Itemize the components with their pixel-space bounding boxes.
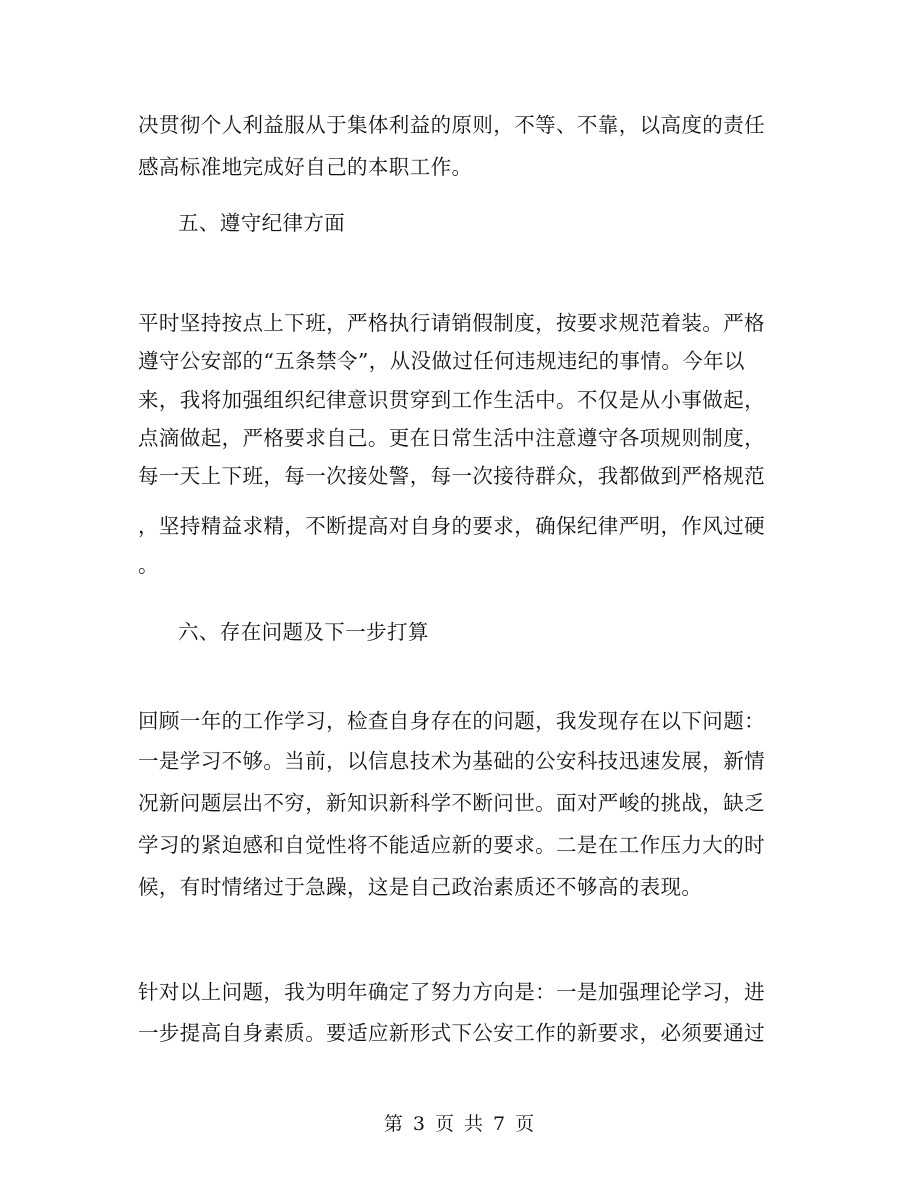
paragraph-line: 。 xyxy=(138,553,159,577)
paragraph-line: 一步提高自身素质。要适应新形式下公安工作的新要求，必须要通过 xyxy=(138,1021,765,1045)
section-heading: 五、遵守纪律方面 xyxy=(178,211,346,235)
paragraph-line: 学习的紧迫感和自觉性将不能适应新的要求。二是在工作压力大的时 xyxy=(138,833,765,857)
paragraph-line: 回顾一年的工作学习，检查自身存在的问题，我发现存在以下问题： xyxy=(138,709,765,733)
paragraph-line: 候，有时情绪过于急躁，这是自己政治素质还不够高的表现。 xyxy=(138,875,703,899)
paragraph-line: ，坚持精益求精，不断提高对自身的要求，确保纪律严明，作风过硬 xyxy=(138,514,765,538)
paragraph-line: 决贯彻个人利益服从于集体利益的原则，不等、不靠，以高度的责任 xyxy=(138,113,765,137)
paragraph-line: 况新问题层出不穷，新知识新科学不断问世。面对严峻的挑战，缺乏 xyxy=(138,791,765,815)
paragraph-line: 平时坚持按点上下班，严格执行请销假制度，按要求规范着装。严格 xyxy=(138,311,765,335)
paragraph-line: 点滴做起，严格要求自己。更在日常生活中注意遵守各项规则制度， xyxy=(138,426,765,450)
paragraph-line: 一是学习不够。当前，以信息技术为基础的公安科技迅速发展，新情 xyxy=(138,749,765,773)
paragraph-line: 每一天上下班，每一次接处警，每一次接待群众，我都做到严格规范 xyxy=(138,464,765,488)
page-footer: 第 3 页 共 7 页 xyxy=(383,1113,537,1135)
paragraph-line: 来，我将加强组织纪律意识贯穿到工作生活中。不仅是从小事做起， xyxy=(138,388,765,412)
paragraph-line: 感高标准地完成好自己的本职工作。 xyxy=(138,155,473,179)
paragraph-line: 针对以上问题，我为明年确定了努力方向是：一是加强理论学习，进 xyxy=(138,980,765,1004)
paragraph-line: 遵守公安部的“五条禁令”，从没做过任何违规违纪的事情。今年以 xyxy=(138,349,745,373)
section-heading: 六、存在问题及下一步打算 xyxy=(178,620,429,644)
